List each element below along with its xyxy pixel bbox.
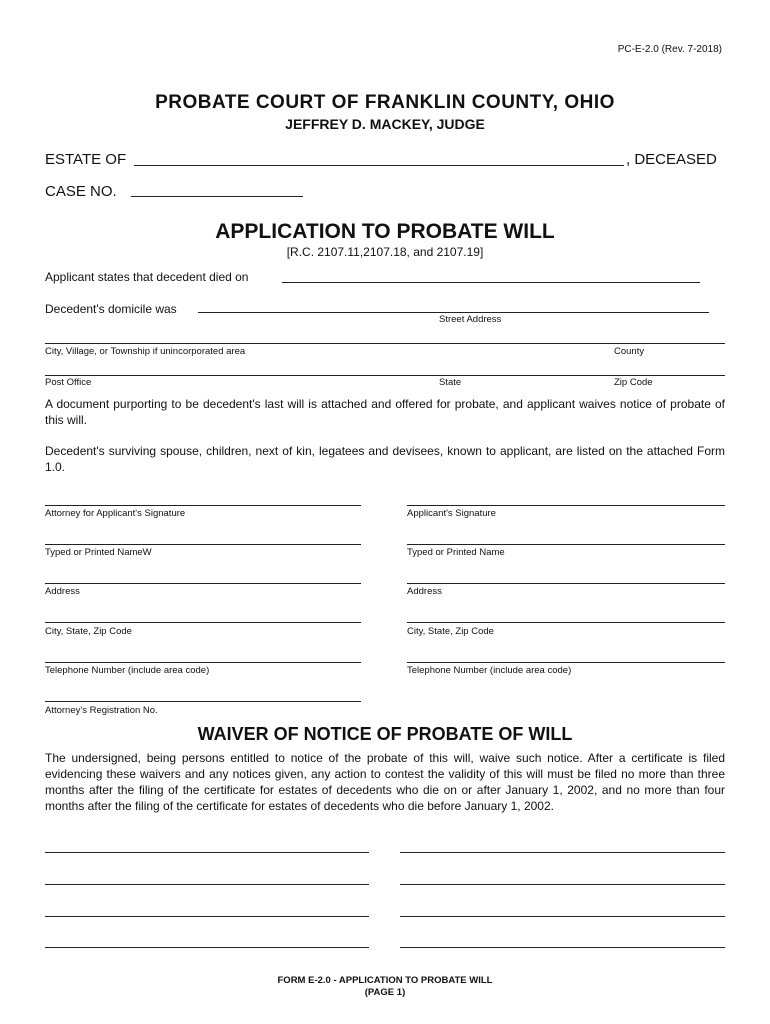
estate-of-label: ESTATE OF [45,151,127,168]
waiver-title: WAIVER OF NOTICE OF PROBATE OF WILL [197,724,573,744]
post-office-caption: Post Office [45,377,92,388]
case-no-field[interactable] [131,196,303,197]
applicant-address-caption: Address [407,586,442,597]
waiver-signature-line[interactable] [400,884,725,885]
attorney-name-caption: Typed or Printed NameW [45,547,152,558]
attorney-name-field[interactable] [45,544,361,545]
waiver-signature-line[interactable] [400,916,725,917]
court-title: PROBATE COURT OF FRANKLIN COUNTY, OHIO [155,92,615,113]
form-code: PC-E-2.0 (Rev. 7-2018) [617,44,722,55]
date-of-death-field[interactable] [282,282,700,283]
waiver-signature-line[interactable] [45,884,369,885]
attorney-address-caption: Address [45,586,80,597]
applicant-phone-field[interactable] [407,662,725,663]
city-county-field[interactable] [45,343,725,344]
applicant-signature-caption: Applicant's Signature [407,508,496,519]
applicant-name-field[interactable] [407,544,725,545]
attorney-city-field[interactable] [45,622,361,623]
attorney-registration-caption: Attorney's Registration No. [45,705,158,716]
attorney-registration-field[interactable] [45,701,361,702]
waiver-signature-line[interactable] [400,852,725,853]
waiver-signature-line[interactable] [45,947,369,948]
attorney-phone-field[interactable] [45,662,361,663]
footer-page-number: (PAGE 1) [364,987,406,998]
application-title: APPLICATION TO PROBATE WILL [215,220,555,243]
statute-reference: [R.C. 2107.11,2107.18, and 2107.19] [286,245,484,259]
waiver-signature-line[interactable] [400,947,725,948]
judge-name: JEFFREY D. MACKEY, JUDGE [285,116,485,132]
applicant-name-caption: Typed or Printed Name [407,547,505,558]
attorney-signature-field[interactable] [45,505,361,506]
applicant-city-field[interactable] [407,622,725,623]
deceased-label: , DECEASED [626,151,717,168]
applicant-phone-caption: Telephone Number (include area code) [407,665,572,676]
case-no-label: CASE NO. [45,183,117,200]
attorney-city-caption: City, State, Zip Code [45,626,132,637]
city-caption: City, Village, or Township if unincorporated area [45,346,246,357]
domicile-label: Decedent's domicile was [45,302,177,316]
attorney-address-field[interactable] [45,583,361,584]
county-caption: County [614,346,645,357]
attorney-phone-caption: Telephone Number (include area code) [45,665,210,676]
street-address-caption: Street Address [439,314,502,325]
died-on-label: Applicant states that decedent died on [45,270,249,284]
estate-name-field[interactable] [134,165,624,166]
waiver-signature-line[interactable] [45,916,369,917]
waiver-signature-line[interactable] [45,852,369,853]
applicant-address-field[interactable] [407,583,725,584]
applicant-signature-field[interactable] [407,505,725,506]
street-address-field[interactable] [198,312,709,313]
footer-form-title: FORM E-2.0 - APPLICATION TO PROBATE WILL [277,975,493,986]
state-caption: State [439,377,462,388]
post-office-state-zip-field[interactable] [45,375,725,376]
surviving-relatives-paragraph: Decedent's surviving spouse, children, next of kin, legatees and devisees, known to applicant, are listed on the attached Form 1.0. [45,444,725,474]
waiver-paragraph: The undersigned, being persons entitled to notice of the probate of this will, waive such notice. After a certificate is filed evidencing these waivers and any notices given, any action to contest the validity of this will must be filed no more than three months after the filing of the certificate for estates of decedents who die on or after January 1, 2002, and no more than four months after the filing of the certificate for estates of decedents who die before January 1, 2002. [45,751,725,813]
applicant-city-caption: City, State, Zip Code [407,626,494,637]
will-offered-paragraph: A document purporting to be decedent's last will is attached and offered for probate, and applicant waives notice of probate of this will. [45,397,725,427]
zip-caption: Zip Code [614,377,653,388]
attorney-signature-caption: Attorney for Applicant's Signature [45,508,186,519]
